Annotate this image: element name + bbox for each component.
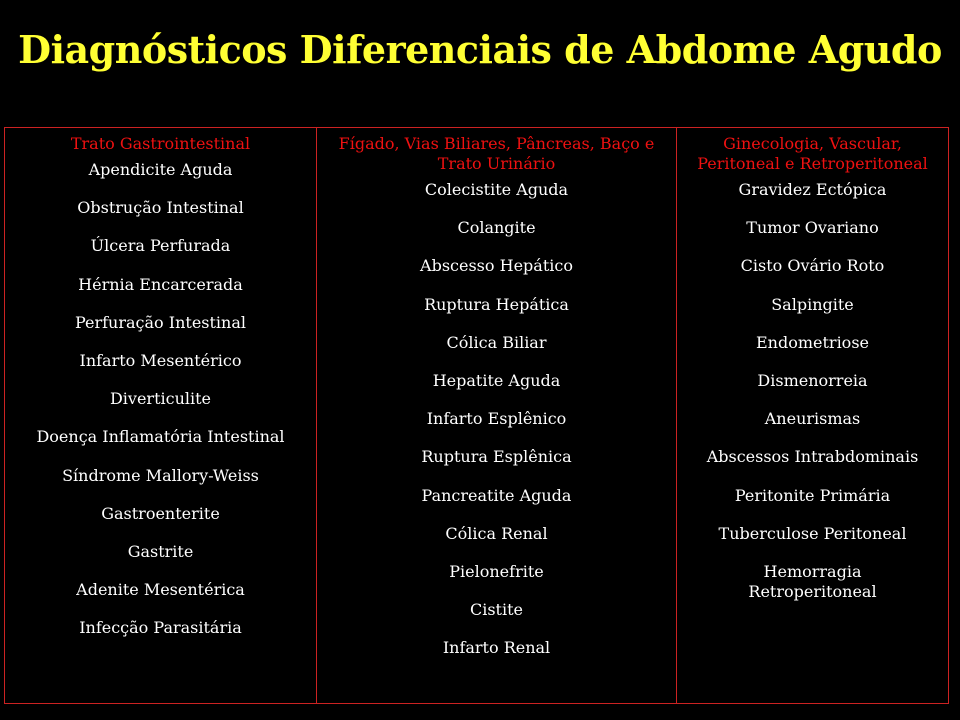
column-gastrointestinal [5,128,316,703]
list-item: Salpingite [771,294,854,314]
list-item: Pielonefrite [449,561,544,581]
list-item: Infarto Esplênico [426,409,567,429]
list-item: Cistite [469,600,523,620]
list-item: Gastroenterite [101,503,220,523]
page-title: Diagnósticos Diferenciais de Abdome Agudo [18,27,942,72]
list-item: Gravidez Ectópica [738,180,887,199]
list-item: Doença Inflamatória Intestinal [36,427,285,447]
list-item: Apendicite Aguda [88,160,233,179]
list-item: Cólica Renal [445,523,548,543]
list-item: Hérnia Encarcerada [78,274,243,294]
list-item: Ruptura Esplênica [421,447,572,467]
column-header: Trato Gastrointestinal [70,134,251,153]
list-item: Hemorragia Retroperitoneal [748,561,877,601]
list-item: Cólica Biliar [446,332,547,352]
list-item: Ruptura Hepática [424,294,569,314]
list-item: Abscessos Intrabdominais [706,447,919,467]
list-item: Síndrome Mallory-Weiss [62,465,259,485]
list-item: Úlcera Perfurada [90,236,231,256]
column-hepatobiliary-urinary [316,128,676,703]
list-item: Adenite Mesentérica [76,580,245,600]
list-item: Obstrução Intestinal [77,198,244,218]
column-gynecologic-vascular [676,128,948,703]
column-header: Ginecologia, Vascular, Peritoneal e Retroperitoneal [697,134,928,173]
list-item: Hepatite Aguda [432,370,561,390]
list-item: Colecistite Aguda [424,180,569,199]
list-item: Colangite [457,218,536,238]
list-item: Tuberculose Peritoneal [718,523,907,543]
list-item: Aneurismas [764,409,861,429]
list-item: Perfuração Intestinal [74,312,247,332]
list-item: Abscesso Hepático [420,256,573,276]
list-item: Endometriose [755,332,869,352]
list-item: Dismenorreia [757,370,868,390]
list-item: Infarto Renal [442,638,551,658]
list-item: Diverticulite [109,389,212,409]
list-item: Pancreatite Aguda [421,485,572,505]
list-item: Infecção Parasitária [79,618,242,638]
list-item: Peritonite Primária [734,485,891,505]
differential-diagnosis-table [4,127,949,704]
list-item: Infarto Mesentérico [79,350,242,370]
list-item: Tumor Ovariano [746,218,879,238]
list-item: Cisto Ovário Roto [740,256,885,276]
column-header: Fígado, Vias Biliares, Pâncreas, Baço e Trato Urinário [338,134,655,173]
list-item: Gastrite [127,541,194,561]
